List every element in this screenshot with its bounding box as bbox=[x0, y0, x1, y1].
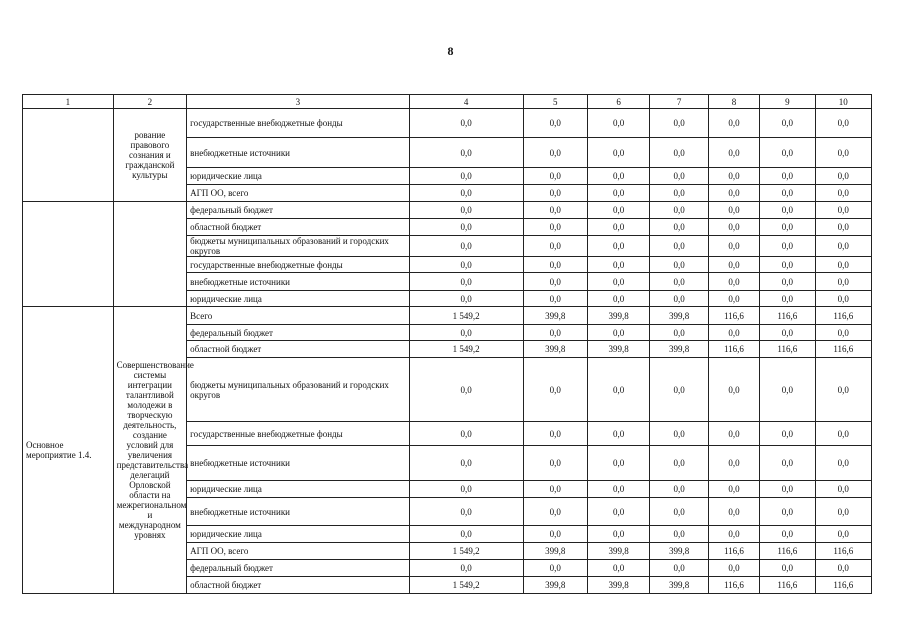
description-cell bbox=[113, 202, 187, 307]
value-cell: 0,0 bbox=[523, 219, 587, 236]
value-cell: 116,6 bbox=[815, 543, 871, 560]
funding-source-cell: федеральный бюджет bbox=[187, 325, 410, 341]
value-cell: 399,8 bbox=[523, 543, 587, 560]
description-cell: рование правового сознания и гражданской культуры bbox=[113, 109, 187, 202]
value-cell: 0,0 bbox=[409, 325, 523, 341]
value-cell: 0,0 bbox=[760, 358, 815, 422]
value-cell: 0,0 bbox=[708, 481, 759, 498]
value-cell: 0,0 bbox=[523, 168, 587, 185]
value-cell: 399,8 bbox=[650, 307, 708, 325]
table-row bbox=[23, 109, 872, 138]
value-cell: 0,0 bbox=[409, 202, 523, 219]
value-cell: 0,0 bbox=[815, 202, 871, 219]
measure-cell bbox=[23, 109, 114, 202]
value-cell: 0,0 bbox=[708, 202, 759, 219]
value-cell: 0,0 bbox=[708, 185, 759, 202]
funding-source-cell: государственные внебюджетные фонды bbox=[187, 422, 410, 446]
value-cell: 0,0 bbox=[409, 168, 523, 185]
value-cell: 0,0 bbox=[650, 481, 708, 498]
value-cell: 0,0 bbox=[523, 273, 587, 291]
value-cell: 0,0 bbox=[523, 358, 587, 422]
value-cell: 0,0 bbox=[650, 138, 708, 168]
value-cell: 0,0 bbox=[708, 358, 759, 422]
value-cell: 0,0 bbox=[523, 257, 587, 273]
header-cell: 5 bbox=[523, 95, 587, 109]
value-cell: 0,0 bbox=[760, 219, 815, 236]
header-cell: 10 bbox=[815, 95, 871, 109]
value-cell: 399,8 bbox=[523, 341, 587, 358]
funding-source-cell: АГП ОО, всего bbox=[187, 543, 410, 560]
value-cell: 0,0 bbox=[587, 257, 649, 273]
value-cell: 0,0 bbox=[760, 446, 815, 481]
value-cell: 1 549,2 bbox=[409, 543, 523, 560]
value-cell: 0,0 bbox=[708, 526, 759, 543]
value-cell: 399,8 bbox=[587, 307, 649, 325]
value-cell: 1 549,2 bbox=[409, 341, 523, 358]
value-cell: 0,0 bbox=[650, 291, 708, 307]
funding-source-cell: внебюджетные источники bbox=[187, 446, 410, 481]
value-cell: 116,6 bbox=[760, 577, 815, 594]
value-cell: 0,0 bbox=[815, 560, 871, 577]
funding-source-cell: федеральный бюджет bbox=[187, 560, 410, 577]
value-cell: 0,0 bbox=[587, 498, 649, 526]
value-cell: 0,0 bbox=[409, 422, 523, 446]
value-cell: 0,0 bbox=[760, 168, 815, 185]
funding-source-cell: бюджеты муниципальных образований и городских округов bbox=[187, 236, 410, 257]
value-cell: 0,0 bbox=[815, 109, 871, 138]
value-cell: 116,6 bbox=[815, 577, 871, 594]
value-cell: 0,0 bbox=[815, 168, 871, 185]
value-cell: 116,6 bbox=[708, 577, 759, 594]
value-cell: 0,0 bbox=[708, 291, 759, 307]
value-cell: 0,0 bbox=[409, 291, 523, 307]
value-cell: 0,0 bbox=[650, 168, 708, 185]
value-cell: 0,0 bbox=[650, 325, 708, 341]
value-cell: 0,0 bbox=[815, 526, 871, 543]
value-cell: 0,0 bbox=[587, 422, 649, 446]
value-cell: 0,0 bbox=[815, 498, 871, 526]
value-cell: 0,0 bbox=[523, 109, 587, 138]
value-cell: 399,8 bbox=[587, 341, 649, 358]
value-cell: 0,0 bbox=[523, 236, 587, 257]
value-cell: 0,0 bbox=[760, 109, 815, 138]
value-cell: 0,0 bbox=[815, 257, 871, 273]
header-cell: 7 bbox=[650, 95, 708, 109]
value-cell: 1 549,2 bbox=[409, 577, 523, 594]
value-cell: 0,0 bbox=[815, 185, 871, 202]
value-cell: 116,6 bbox=[815, 307, 871, 325]
header-row bbox=[23, 95, 872, 109]
value-cell: 0,0 bbox=[708, 219, 759, 236]
value-cell: 0,0 bbox=[523, 526, 587, 543]
description-cell: Совершенствование системы интеграции талантливой молодежи в творческую деятельность, создание условий для увеличения представительства делегаций Орловской области на межрегиональном и международном уровнях bbox=[113, 307, 187, 594]
value-cell: 0,0 bbox=[708, 446, 759, 481]
value-cell: 0,0 bbox=[815, 273, 871, 291]
value-cell: 0,0 bbox=[650, 257, 708, 273]
value-cell: 0,0 bbox=[708, 168, 759, 185]
header-cell: 2 bbox=[113, 95, 187, 109]
value-cell: 0,0 bbox=[587, 236, 649, 257]
value-cell: 0,0 bbox=[760, 236, 815, 257]
header-cell: 6 bbox=[587, 95, 649, 109]
table-row bbox=[23, 307, 872, 325]
value-cell: 0,0 bbox=[409, 526, 523, 543]
value-cell: 0,0 bbox=[760, 498, 815, 526]
funding-source-cell: юридические лица bbox=[187, 526, 410, 543]
value-cell: 0,0 bbox=[409, 273, 523, 291]
value-cell: 399,8 bbox=[523, 577, 587, 594]
value-cell: 0,0 bbox=[708, 236, 759, 257]
value-cell: 0,0 bbox=[587, 138, 649, 168]
value-cell: 0,0 bbox=[587, 291, 649, 307]
value-cell: 0,0 bbox=[760, 291, 815, 307]
funding-source-cell: областной бюджет bbox=[187, 341, 410, 358]
value-cell: 0,0 bbox=[708, 498, 759, 526]
value-cell: 0,0 bbox=[409, 185, 523, 202]
value-cell: 0,0 bbox=[708, 257, 759, 273]
value-cell: 0,0 bbox=[650, 273, 708, 291]
value-cell: 116,6 bbox=[760, 543, 815, 560]
value-cell: 0,0 bbox=[650, 202, 708, 219]
funding-source-cell: юридические лица bbox=[187, 291, 410, 307]
value-cell: 0,0 bbox=[760, 257, 815, 273]
value-cell: 0,0 bbox=[409, 498, 523, 526]
value-cell: 116,6 bbox=[708, 543, 759, 560]
value-cell: 0,0 bbox=[523, 185, 587, 202]
funding-source-cell: федеральный бюджет bbox=[187, 202, 410, 219]
value-cell: 0,0 bbox=[523, 422, 587, 446]
funding-source-cell: государственные внебюджетные фонды bbox=[187, 109, 410, 138]
funding-source-cell: АГП ОО, всего bbox=[187, 185, 410, 202]
value-cell: 0,0 bbox=[587, 273, 649, 291]
measure-cell: Основное мероприятие 1.4. bbox=[23, 307, 114, 594]
value-cell: 0,0 bbox=[760, 560, 815, 577]
funding-source-cell: юридические лица bbox=[187, 168, 410, 185]
value-cell: 0,0 bbox=[760, 202, 815, 219]
value-cell: 0,0 bbox=[409, 358, 523, 422]
value-cell: 0,0 bbox=[760, 481, 815, 498]
value-cell: 0,0 bbox=[815, 138, 871, 168]
value-cell: 0,0 bbox=[815, 422, 871, 446]
funding-source-cell: областной бюджет bbox=[187, 577, 410, 594]
funding-source-cell: внебюджетные источники bbox=[187, 498, 410, 526]
value-cell: 0,0 bbox=[760, 185, 815, 202]
value-cell: 0,0 bbox=[815, 291, 871, 307]
value-cell: 0,0 bbox=[523, 560, 587, 577]
value-cell: 0,0 bbox=[815, 325, 871, 341]
value-cell: 116,6 bbox=[815, 341, 871, 358]
value-cell: 0,0 bbox=[650, 185, 708, 202]
funding-source-cell: областной бюджет bbox=[187, 219, 410, 236]
value-cell: 0,0 bbox=[708, 138, 759, 168]
value-cell: 0,0 bbox=[409, 219, 523, 236]
value-cell: 1 549,2 bbox=[409, 307, 523, 325]
table-row bbox=[23, 202, 872, 219]
value-cell: 0,0 bbox=[587, 185, 649, 202]
funding-source-cell: юридические лица bbox=[187, 481, 410, 498]
value-cell: 0,0 bbox=[587, 325, 649, 341]
value-cell: 0,0 bbox=[708, 273, 759, 291]
value-cell: 0,0 bbox=[409, 257, 523, 273]
value-cell: 399,8 bbox=[587, 577, 649, 594]
funding-source-cell: внебюджетные источники bbox=[187, 138, 410, 168]
value-cell: 0,0 bbox=[815, 481, 871, 498]
value-cell: 116,6 bbox=[708, 307, 759, 325]
value-cell: 0,0 bbox=[587, 446, 649, 481]
value-cell: 0,0 bbox=[409, 109, 523, 138]
value-cell: 0,0 bbox=[409, 236, 523, 257]
header-cell: 1 bbox=[23, 95, 114, 109]
value-cell: 0,0 bbox=[587, 109, 649, 138]
value-cell: 0,0 bbox=[587, 526, 649, 543]
value-cell: 0,0 bbox=[523, 202, 587, 219]
value-cell: 0,0 bbox=[650, 422, 708, 446]
funding-source-cell: Всего bbox=[187, 307, 410, 325]
value-cell: 0,0 bbox=[587, 481, 649, 498]
header-cell: 8 bbox=[708, 95, 759, 109]
value-cell: 0,0 bbox=[815, 358, 871, 422]
value-cell: 116,6 bbox=[760, 307, 815, 325]
value-cell: 0,0 bbox=[587, 219, 649, 236]
header-cell: 4 bbox=[409, 95, 523, 109]
value-cell: 0,0 bbox=[587, 202, 649, 219]
value-cell: 0,0 bbox=[523, 291, 587, 307]
value-cell: 0,0 bbox=[409, 446, 523, 481]
value-cell: 0,0 bbox=[523, 498, 587, 526]
value-cell: 0,0 bbox=[760, 325, 815, 341]
value-cell: 0,0 bbox=[523, 481, 587, 498]
value-cell: 0,0 bbox=[815, 219, 871, 236]
value-cell: 0,0 bbox=[409, 560, 523, 577]
value-cell: 0,0 bbox=[650, 446, 708, 481]
value-cell: 0,0 bbox=[650, 560, 708, 577]
header-cell: 3 bbox=[187, 95, 410, 109]
value-cell: 0,0 bbox=[815, 236, 871, 257]
value-cell: 0,0 bbox=[650, 526, 708, 543]
value-cell: 0,0 bbox=[409, 481, 523, 498]
page-number: 8 bbox=[447, 44, 454, 58]
funding-source-cell: бюджеты муниципальных образований и городских округов bbox=[187, 358, 410, 422]
value-cell: 399,8 bbox=[650, 543, 708, 560]
measure-cell bbox=[23, 202, 114, 307]
value-cell: 399,8 bbox=[650, 577, 708, 594]
value-cell: 116,6 bbox=[708, 341, 759, 358]
header-cell: 9 bbox=[760, 95, 815, 109]
value-cell: 0,0 bbox=[815, 446, 871, 481]
value-cell: 399,8 bbox=[650, 341, 708, 358]
value-cell: 0,0 bbox=[587, 168, 649, 185]
value-cell: 0,0 bbox=[650, 109, 708, 138]
value-cell: 0,0 bbox=[587, 358, 649, 422]
value-cell: 0,0 bbox=[409, 138, 523, 168]
value-cell: 0,0 bbox=[708, 422, 759, 446]
funding-source-cell: внебюджетные источники bbox=[187, 273, 410, 291]
value-cell: 0,0 bbox=[708, 109, 759, 138]
value-cell: 0,0 bbox=[760, 526, 815, 543]
funding-source-cell: государственные внебюджетные фонды bbox=[187, 257, 410, 273]
value-cell: 0,0 bbox=[650, 236, 708, 257]
value-cell: 116,6 bbox=[760, 341, 815, 358]
budget-table bbox=[22, 94, 872, 594]
value-cell: 0,0 bbox=[523, 138, 587, 168]
value-cell: 0,0 bbox=[587, 560, 649, 577]
value-cell: 0,0 bbox=[650, 219, 708, 236]
value-cell: 0,0 bbox=[708, 325, 759, 341]
value-cell: 0,0 bbox=[708, 560, 759, 577]
value-cell: 0,0 bbox=[523, 325, 587, 341]
value-cell: 0,0 bbox=[760, 273, 815, 291]
value-cell: 0,0 bbox=[650, 358, 708, 422]
value-cell: 399,8 bbox=[587, 543, 649, 560]
value-cell: 0,0 bbox=[650, 498, 708, 526]
value-cell: 0,0 bbox=[523, 446, 587, 481]
value-cell: 0,0 bbox=[760, 422, 815, 446]
value-cell: 0,0 bbox=[760, 138, 815, 168]
value-cell: 399,8 bbox=[523, 307, 587, 325]
